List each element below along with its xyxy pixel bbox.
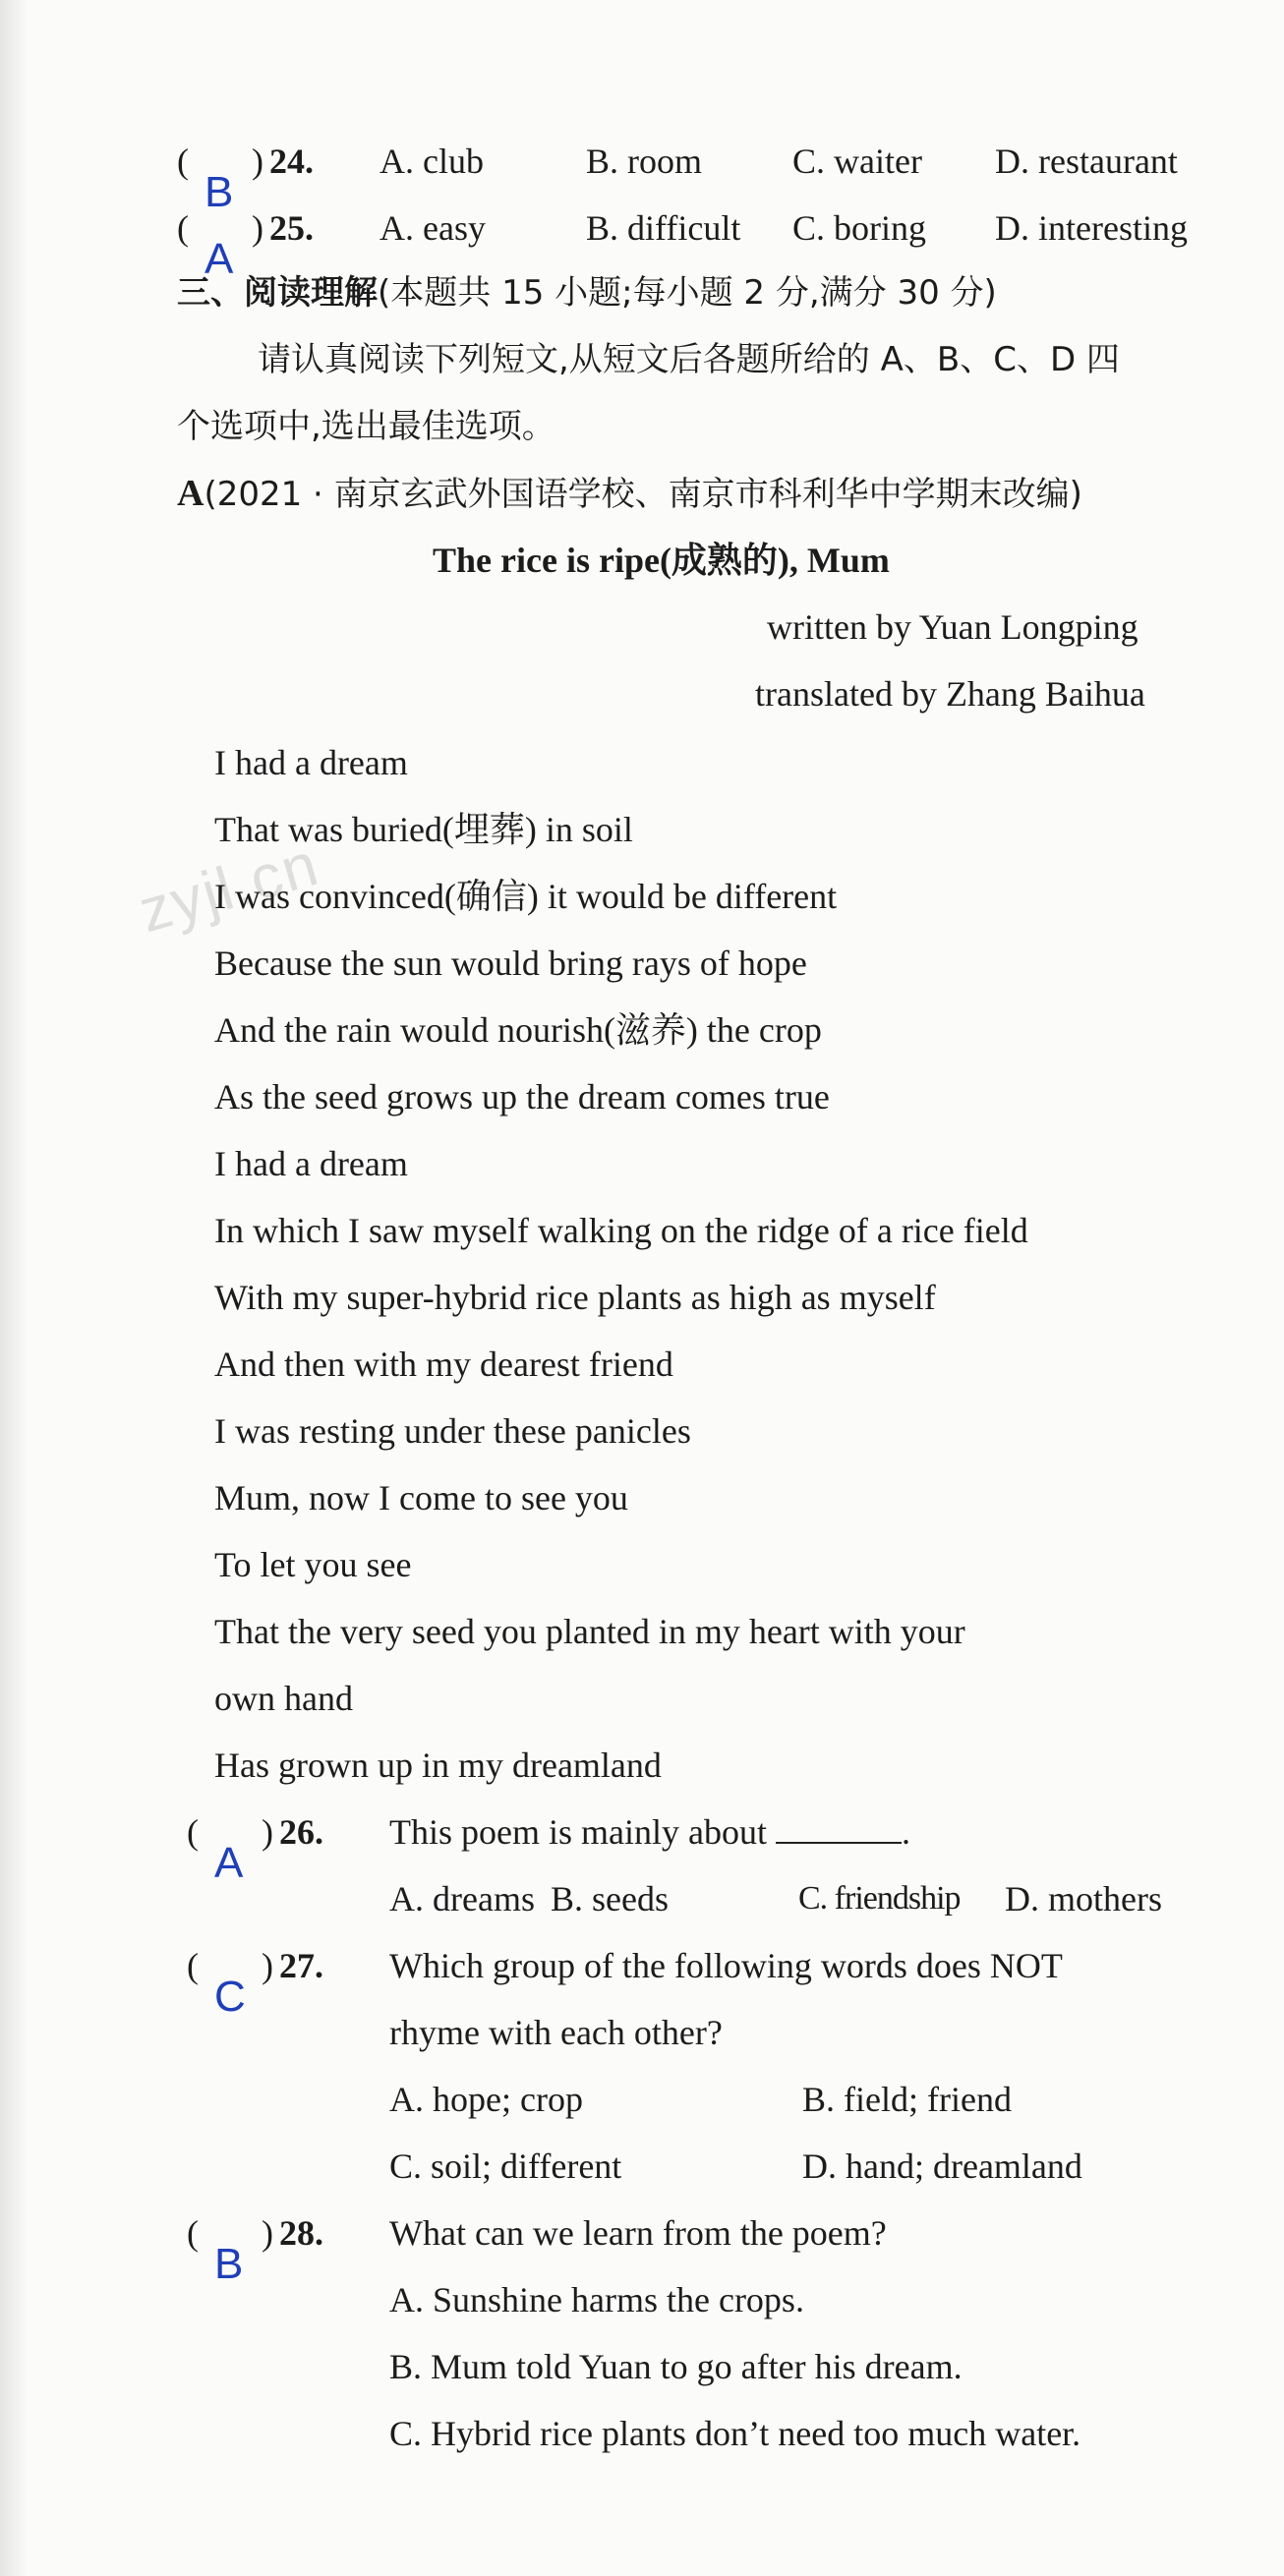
option-d: D. restaurant	[995, 142, 1178, 181]
section-heading	[177, 269, 997, 316]
option-a: A. Sunshine harms the crops.	[389, 2280, 804, 2319]
question-28: ( B ) 28.	[187, 2213, 323, 2288]
instruction-line-2: 个选项中,选出最佳选项。	[177, 407, 555, 446]
poem-line: With my super-hybrid rice plants as high as myself	[214, 1278, 936, 1317]
poem-line: And the rain would nourish(滋养) the crop	[214, 1010, 822, 1050]
poem-translator: translated by Zhang Baihua	[755, 674, 1145, 714]
section-title: 三、阅读理解	[177, 273, 378, 313]
answer-blank	[776, 1812, 902, 1844]
option-a: A. hope; crop	[389, 2080, 583, 2119]
question-26: ( A ) 26.	[187, 1812, 323, 1887]
question-number: 26.	[279, 1812, 323, 1852]
option-c: C. friendship	[798, 1880, 961, 1917]
option-d: D. interesting	[995, 208, 1188, 248]
passage-source	[177, 470, 1082, 518]
question-number: 25.	[269, 208, 314, 248]
poem-line: That was buried(埋葬) in soil	[214, 810, 633, 849]
poem-line: And then with my dearest friend	[214, 1345, 673, 1384]
poem-line: To let you see	[214, 1545, 412, 1584]
stem-text: This poem is mainly about	[389, 1812, 767, 1852]
question-stem: This poem is mainly about .	[389, 1812, 910, 1852]
answer-27: C	[214, 1973, 246, 2021]
passage-source-text: (2021 · 南京玄武外国语学校、南京市科利华中学期末改编)	[204, 475, 1082, 514]
answer-26: A	[214, 1839, 244, 1887]
answer-25: A	[204, 235, 234, 283]
answer-28: B	[214, 2240, 244, 2288]
section-note: (本题共 15 小题;每小题 2 分,满分 30 分)	[378, 273, 997, 313]
watermark: zyjl.cn	[132, 830, 327, 946]
option-a: A. dreams	[389, 1879, 535, 1918]
option-c: C. soil; different	[389, 2147, 622, 2186]
poem-line: Has grown up in my dreamland	[214, 1746, 662, 1785]
question-number: 27.	[279, 1946, 323, 1985]
poem-author: written by Yuan Longping	[767, 607, 1138, 647]
poem-line: I had a dream	[214, 743, 408, 782]
poem-title: The rice is ripe(成熟的), Mum	[433, 541, 890, 580]
question-stem-line-2: rhyme with each other?	[389, 2013, 723, 2052]
option-a: A. club	[379, 142, 484, 181]
poem-line: Because the sun would bring rays of hope	[214, 944, 807, 983]
question-stem: What can we learn from the poem?	[389, 2213, 887, 2253]
page-edge-shadow	[0, 0, 28, 2576]
option-b: B. seeds	[551, 1879, 669, 1918]
poem-line: I was resting under these panicles	[214, 1411, 691, 1451]
poem-line: I was convinced(确信) it would be different	[214, 877, 838, 916]
option-c: C. Hybrid rice plants don’t need too much water.	[389, 2414, 1081, 2453]
answer-24: B	[204, 168, 234, 216]
poem-line: Mum, now I come to see you	[214, 1478, 628, 1517]
option-b: B. Mum told Yuan to go after his dream.	[389, 2347, 963, 2386]
poem-line: That the very seed you planted in my heart with your	[214, 1612, 965, 1651]
poem-line: As the seed grows up the dream comes true	[214, 1077, 830, 1116]
question-27: ( C ) 27.	[187, 1946, 323, 2021]
question-stem-line-1: Which group of the following words does NOT	[389, 1946, 1063, 1985]
question-24: ( B ) 24.	[177, 142, 314, 216]
passage-label: A	[177, 473, 204, 514]
option-d: D. mothers	[1005, 1879, 1162, 1918]
option-b: B. room	[586, 142, 703, 181]
question-number: 24.	[269, 142, 314, 181]
option-a: A. easy	[379, 208, 486, 248]
poem-line: own hand	[214, 1679, 353, 1718]
question-number: 28.	[279, 2213, 323, 2253]
question-25: ( A ) 25.	[177, 208, 314, 283]
poem-line: In which I saw myself walking on the ridge of a rice field	[214, 1211, 1028, 1250]
poem-line: I had a dream	[214, 1144, 408, 1183]
option-c: C. waiter	[792, 142, 922, 181]
option-c: C. boring	[792, 208, 927, 248]
option-b: B. difficult	[586, 208, 741, 248]
option-d: D. hand; dreamland	[802, 2147, 1082, 2186]
instruction-line-1: 请认真阅读下列短文,从短文后各题所给的 A、B、C、D 四	[258, 340, 1120, 379]
option-b: B. field; friend	[802, 2080, 1012, 2119]
